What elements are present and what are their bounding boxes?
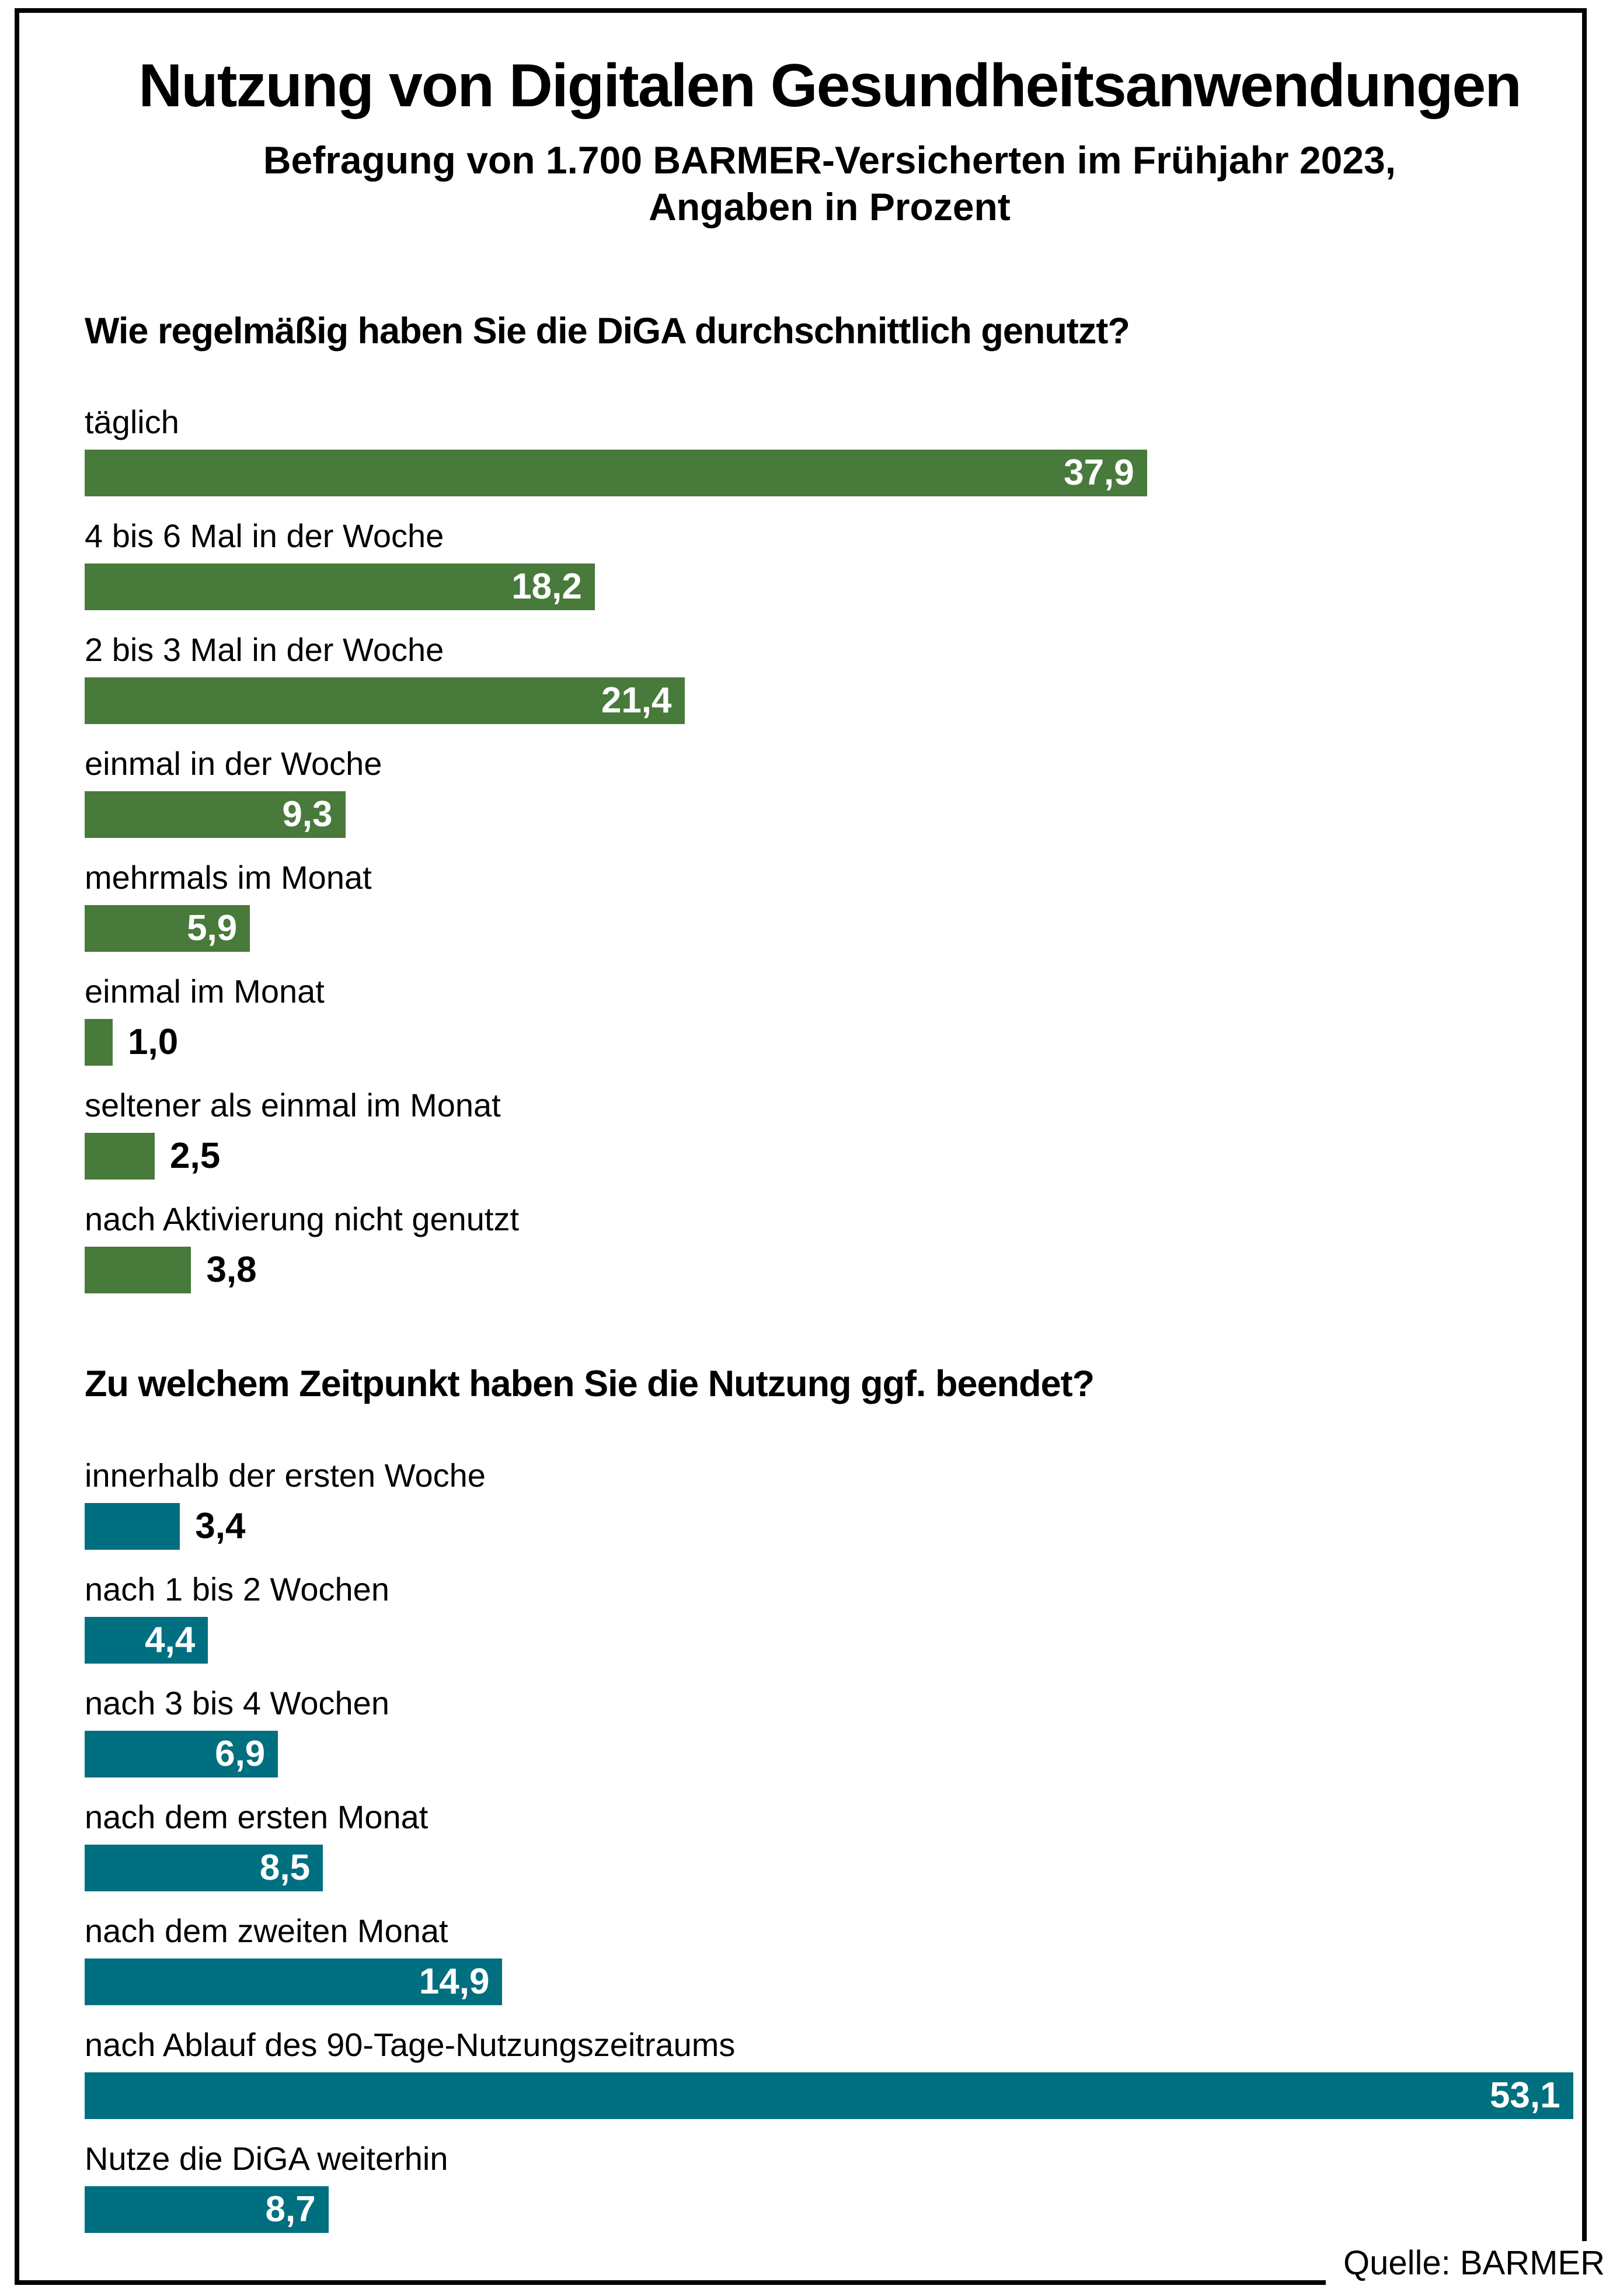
page-subtitle [85,137,1574,231]
bar-value-label: 2,5 [170,1136,221,1177]
bar-track [85,677,1574,724]
bar-row [85,2025,1574,2119]
bar-category-label: nach Aktivierung nicht genutzt [85,1201,520,1238]
bar-track [85,1958,1574,2005]
infographic-content [85,51,1574,2253]
bar-track [85,1731,1574,1777]
bar-row [85,516,1574,610]
bar-row [85,972,1574,1066]
bar-row [85,630,1574,724]
bar-category-label: nach Ablauf des 90-Tage-Nutzungszeitraums [85,2026,736,2063]
bar-value-label: 8,7 [265,2189,316,2229]
bar-row [85,402,1574,496]
bar [85,1019,113,1066]
bar-value-label: 9,3 [282,794,333,835]
bar-category-label: einmal in der Woche [85,745,382,782]
bar [85,2186,329,2233]
subtitle-line-2: Angaben in Prozent [649,185,1011,229]
bar [85,791,346,838]
bar-category-label: nach 3 bis 4 Wochen [85,1684,389,1721]
bar-row [85,1086,1574,1180]
bar-category-label: Nutze die DiGA weiterhin [85,2140,448,2177]
question-1-bars [85,402,1574,1293]
bar-track [85,2186,1574,2233]
bar [85,677,685,724]
bar [85,1958,502,2005]
bar [85,1617,208,1664]
bar-track [85,1133,1574,1180]
bar-value-label: 6,9 [215,1733,266,1774]
bar-category-label: 2 bis 3 Mal in der Woche [85,631,444,669]
bar-category-label: einmal im Monat [85,973,325,1010]
bar [85,1247,191,1293]
bar-row [85,744,1574,838]
bar-row [85,2139,1574,2233]
bar-value-label: 4,4 [145,1619,196,1660]
bar-track [85,1617,1574,1664]
bar-row [85,1911,1574,2005]
bar-track [85,791,1574,838]
question-2-heading: Zu welchem Zeitpunkt haben Sie die Nutzung ggf. beendet? [85,1363,1095,1405]
bar-row [85,1199,1574,1293]
bar-track [85,563,1574,610]
bar [85,1731,278,1777]
subtitle-line-1: Befragung von 1.700 BARMER-Versicherten im Frühjahr 2023, [263,138,1396,182]
bar-track [85,1019,1574,1066]
bar-category-label: seltener als einmal im Monat [85,1087,501,1124]
source-credit: Quelle: BARMER [1326,2241,1605,2290]
bar [85,1503,180,1550]
bar [85,1845,323,1891]
bar-value-label: 14,9 [419,1961,490,2002]
bar-category-label: nach dem ersten Monat [85,1798,429,1835]
bar-value-label: 18,2 [511,566,582,607]
bar-track [85,1247,1574,1293]
bar-category-label: nach dem zweiten Monat [85,1912,448,1949]
bar-value-label: 1,0 [128,1022,179,1063]
bar-value-label: 5,9 [187,908,238,949]
bar-row [85,1797,1574,1891]
bar-track [85,450,1574,496]
bar-value-label: 3,8 [206,1250,257,1290]
bar-category-label: innerhalb der ersten Woche [85,1456,486,1494]
bar [85,905,250,952]
bar-value-label: 8,5 [259,1847,311,1888]
bar [85,1133,155,1180]
bar-track [85,1503,1574,1550]
bar-category-label: mehrmals im Monat [85,859,372,896]
bar-row [85,1456,1574,1550]
bar-value-label: 21,4 [601,680,672,721]
bar [85,450,1147,496]
bar-category-label: täglich [85,403,179,441]
bar-value-label: 3,4 [195,1505,246,1546]
bar-value-label: 37,9 [1064,453,1134,493]
bar-value-label: 53,1 [1489,2075,1560,2116]
bar [85,2072,1573,2119]
bar-row [85,858,1574,952]
page-title: Nutzung von Digitalen Gesundheitsanwendungen [138,52,1521,120]
bar-category-label: 4 bis 6 Mal in der Woche [85,517,444,555]
bar-category-label: nach 1 bis 2 Wochen [85,1570,389,1608]
bar-row [85,1683,1574,1777]
bar-track [85,905,1574,952]
bar-track [85,1845,1574,1891]
question-2-bars [85,1456,1574,2233]
bar-track [85,2072,1574,2119]
bar-row [85,1570,1574,1664]
bar [85,563,595,610]
question-1-heading: Wie regelmäßig haben Sie die DiGA durchschnittlich genutzt? [85,310,1130,352]
